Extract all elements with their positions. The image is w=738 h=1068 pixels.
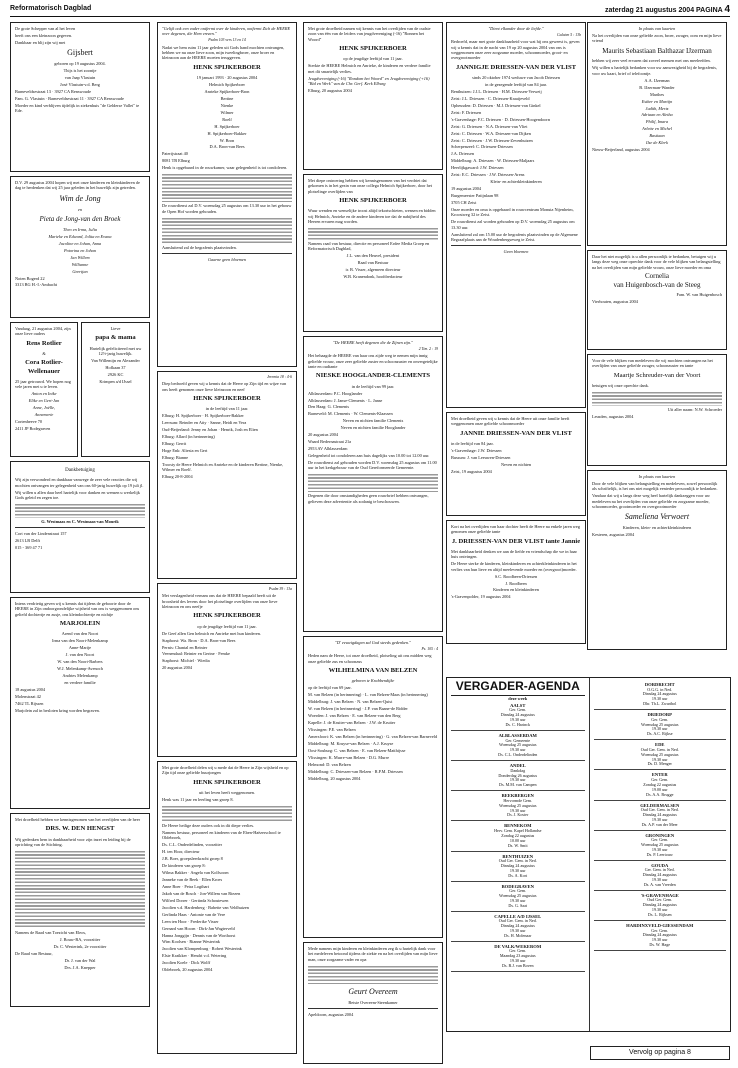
agenda-line: Dinsdag 24 augustus bbox=[500, 712, 535, 718]
page-header bbox=[10, 4, 730, 17]
text-block bbox=[592, 390, 722, 406]
agenda-line: Ger. Gem. bbox=[651, 837, 669, 843]
anniversary-announcement: D.V. 29 augustus 2004 hopen wij met onze kinderen en kleinkinderen de dag te herdenken dat wij 25 jaar geleden in het huwelijk zijn getreden. Wim de Jong en Pieta de Jong-van den Broek Theo en Irma, Julia Marieke en Edward, Jolita en Evana Jacoline en Johan, Anna Potorina en Johan Jan Willem Willianne Geertjan Noten Bogerd 22 3313 BG H.-I.-Ambacht bbox=[10, 176, 150, 318]
text-block bbox=[308, 226, 438, 240]
agenda-item bbox=[451, 761, 585, 791]
verwoert-dankbetuiging: In plaats van kaarten Door de vele blijken van belangstelling en medeleven, zowel persoonlijk als schriftelijk, is het ons niet mogelijk eenieder persoonlijk te bedanken. Vandaar dat wij u langs deze weg heel hartelijk dankzeggen voor uw medeleven na het overlijden van onze geliefde en zorgzame moeder, schoonmoeder, grootmoeder en overgrootmoeder Sameliena Verwoert Kinderen, klein- en achterkleinkinderen Kesteren, augustus 2004 bbox=[587, 470, 727, 650]
agenda-item bbox=[594, 770, 727, 800]
agenda-line: Dinsdag 24 augustus bbox=[642, 691, 677, 697]
agenda-line: Donderdag 26 augustus bbox=[498, 772, 538, 778]
agenda-line: 19.30 uur bbox=[651, 726, 668, 732]
driessen-inlaws-announcement: Met droefheid geven wij u kennis dat de Heere uit onze familie heeft weggenomen onze geliefde schoonmoeder JANNIE DRIESSEN-VAN DER VLIST in de leeftijd van 84 jaar. 's-Gravenhage: J.W. Driessen Bussum: J. van Leeuwen-Driessen Neven en nichten Zeist, 19 augustus 2004 bbox=[446, 412, 586, 516]
agenda-line: Ds. G. Saat bbox=[508, 902, 528, 908]
agenda-item bbox=[594, 710, 727, 740]
agenda-place: EDE bbox=[655, 742, 665, 748]
column-5 bbox=[587, 22, 727, 654]
agenda-line: Ds. H. Molenaar bbox=[504, 932, 532, 938]
agenda-place: BODEGRAVEN bbox=[501, 883, 534, 889]
agenda-item bbox=[451, 882, 585, 912]
agenda-line: Ger. Gem. bbox=[509, 948, 527, 954]
agenda-line: 19.30 uur bbox=[509, 777, 526, 783]
agenda-line: Dinsdag 24 augustus bbox=[500, 862, 535, 868]
agenda-line: Dinsdag 24 augustus bbox=[642, 902, 677, 908]
agenda-place: DRIEDORP bbox=[647, 712, 672, 718]
agenda-line: Ds. A. van Vreeden bbox=[643, 881, 676, 887]
agenda-line: Herv. Gem. Kapel Hollandse bbox=[494, 827, 542, 833]
agenda-line: Dinsdag 24 augustus bbox=[642, 811, 677, 817]
agenda-line: Ger. Gem. bbox=[509, 707, 527, 713]
agenda-line: Oud Ger. Gem. in Ned. bbox=[640, 807, 679, 812]
marjolein-announcement: Intens verdrietig geven wij u kennis dat tijdens de geboorte door de HEERE in Zijn ondoorgrondelijke wijsheid van ons is weggenomen ons geliefd dochtertje en zusje, ons kleindochtertje en nichtje MARJOLEIN Arend van den Noort Irma van den Noort-Melenkamp Anne-Marije J. van den Noort W. van den Noort-Barbers W.J. Melenkamp-Avenoch Andries Melenkamp en verdere familie 18 augustus 2004 Molenstraat 42 7462 TL Rijssen Marjolein zal in besloten kring worden begraven. bbox=[10, 597, 150, 809]
huigenbosch-dankbetuiging: Daar het niet mogelijk is u allen persoonlijk te bedanken, betuigen wij u langs deze weg onze oprechte dank voor de vele blijken van belangstelling na het overlijden van mijn geliefde vrouw, onze lieve moeder en oma Cornelia van Huigenbosch-van de Steeg Fam. W. van Huigenbosch Vierhouten, augustus 2004 bbox=[587, 250, 727, 350]
text-block bbox=[162, 804, 292, 822]
agenda-line: Woensdag 25 augustus bbox=[499, 802, 537, 808]
rotlier-anniversary: Vandaag, 21 augustus 2004, zijn onze lieve ouders Rens Rotlier & Cora Rotlier-Wellenauer 25 jaar getrouwd. We hopen nog vele jaren met u te leven. Anton en Inike Elike en Gert-Jan Anne, Joëlle, Annemerie Cortenheeve 70 2411 JP Bodegraven bbox=[10, 322, 78, 457]
agenda-item bbox=[594, 801, 727, 831]
agenda-place: DE VALK/WEKEROM bbox=[494, 943, 542, 949]
agenda-line: Ds. P. Leertouw bbox=[646, 851, 673, 857]
agenda-line: Ds. J. Koster bbox=[507, 812, 529, 818]
agenda-place: ALBLASSERDAM bbox=[498, 733, 537, 738]
agenda-line: 19.30 uur bbox=[651, 846, 668, 852]
agenda-item bbox=[451, 852, 585, 882]
agenda-line: Zondag 22 augustus bbox=[501, 832, 535, 838]
agenda-line: Woensdag 25 augustus bbox=[641, 751, 679, 757]
agenda-item bbox=[451, 821, 585, 851]
agenda-title: VERGADER-AGENDA bbox=[451, 680, 585, 696]
agenda-line: 10.00 uur bbox=[509, 837, 526, 843]
agenda-line: Maandag 23 augustus bbox=[499, 953, 536, 959]
agenda-line: Ger. Gemeente bbox=[505, 737, 531, 743]
agenda-item bbox=[451, 701, 585, 731]
agenda-line: Woensdag 25 augustus bbox=[641, 721, 679, 727]
newspaper-name: Reformatorisch Dagblad bbox=[10, 5, 92, 12]
agenda-line: Ds. C.L. Onderdelinden bbox=[498, 752, 538, 758]
overeem-dankbetuiging: Mede namens mijn kinderen en kleinkinderen zeg ik u hartelijk dank voor het medeleven betoond tijdens de ziekte en na het overlijden van mijn lieve man, onze zorgzame vader en opa Geurt Overeem Betsie Overeem-Steenkamer Apeldoorn, augustus 2004 bbox=[303, 942, 443, 1064]
agenda-line: 19.30 uur bbox=[651, 907, 668, 913]
driessen-family-announcement: "Dient elkander door de liefde." Galaten 5 : 13b Bedroefd, maar met grote dankbaarheid voor wat hij ons geweest is, geven wij u kennis dat in de nacht van 19 op 20 augustus 2004 van ons is weggenomen onze zeer zorgzame moeder, schoonmoeder, groot- en overgrootmoeder JANNIGJE DRIESSEN-VAN DER VLIST sinds 20 oktober 1974 weduwe van Jacob Driessen in de gezegende leeftijd van 84 jaar. Benthuizen: J.J.L. Driessen · H.M. Driessen-Verweij Zeist: J.L. Driessen · C. Driessen-Kraaijeveld Opheusden: D. Driessen · M.J. Driessen-van Ginkel Zeist: F. Driessen 's-Gravenhage: F.C. Driessen · D. Driessen-Hoogendoorn Zeist: G. Driessen · N.A. Driessen-van Vliet Zeist: C. Driessen · W.A. Driessen-van Dijken Zeist: C. Driessen · J.W. Driessen-Zevenhuizen Scherpenzeel: C. Driessen-Driessen J.A. Driessen Middelburg: A. Driessen · W. Driessen-Maljaars Heerlijkgaward: J.W. Driessen Zeist: E.C. Driessen · J.W. Driessen-Arens Klein- en achterkleinkinderen 19 augustus 2004 Burgemeester Patijnlaan 98 3705 CH Zeist Onze moeder en oma is opgebaard in rouwcentrum Monuta Nijenheim, Kroostweg 32 te Zeist. De rouwdienst zal worden gehouden op D.V. woensdag 25 augustus om 13.30 uur. Aansluitend zal om 15.00 uur de begrafenis plaatsvinden op de Algemene Begraafplaats aan de Woudenbergseweg te Zeist. Geen bloemen bbox=[446, 22, 586, 408]
agenda-line: Ds. C. Harinck bbox=[505, 722, 531, 728]
bron-family-announcement: Psalm 39 : 13a Met verslagenheid vernam ons dat de HEERE bepaald heeft uit de broosheid des levens door het plotselinge overlijden van onze lieve kleinzoon en ons neefje HENK SPIJKERBOER op de jeugdige leeftijd van 11 jaar. De Geef allen Gen helmich en Anrieke met hun kinderen. Staphorst: Wa. Bron · D.A. Bron-van Bees Pernis: Chantal en Reinier Veenendaal: Reinier en Gerine · Femke Staphorst: Michiel · Wiedia 20 augustus 2004 bbox=[157, 583, 297, 757]
agenda-item bbox=[451, 912, 585, 942]
agenda-place: HARDINXVELD-GIESSENDAM bbox=[626, 923, 694, 928]
agenda-line: 19.30 uur bbox=[651, 696, 668, 702]
birth-announcement: De grote Schepper van al het leven heeft ons een kleinzoon gegeven. Dankbaar en blij zijn wij met Gijsbert geboren op 19 augustus 2004. Thijs is het zoontje van Jaap Vlastuin José Vlastuin-v.d. Berg Barneveldsestraat 13 · 3927 CA Renswoude Fam. G. Vlastuin · Barneveldsestraat 11 · 3927 CA Renswoude Moeder en kind verblijven tijdelijk in ziekenhuis "de Gelderse Vallei" te Ede. bbox=[10, 22, 150, 172]
anniversary-pair bbox=[10, 322, 150, 457]
employer-announcement: Met diepe ontroering hebben wij kennisgenomen van het verdriet dat gekomen is in het gezin van onze collega Helmich Spijkerboer, door het plotselinge overlijden van HENK SPIJKERBOER Wuur wenden en wenselijke troost altijd tekortschieten, wensen en bidden wij Helmich, Anrieke en de andere kinderen toe dat de nabijheid des Heeren ervaren mag worden. Namens raad van bestuur, directie en personeel Erdee Media Groep en Reformatorisch Dagblad, J.L. van den Heuvel, president Raad van Bestuur ir. B. Visser, algemeen directeur W.B. Kranendonk, hoofdredacteur bbox=[303, 174, 443, 332]
agenda-place: GELDERMALSEN bbox=[640, 802, 680, 808]
agenda-line: Ds. A.P. van der Meer bbox=[641, 821, 678, 827]
text-block bbox=[162, 172, 292, 202]
dankbetuiging: Dankbetuiging Wij zijn verwonderd en dankbaar vanwege de zeer vele reacties die wij mochten ontvangen ter gelegenheid van ons 60-jarig huwelijk op 19 juli jl. Wij willen u allen daar heel hartelijk voor danken en wensen u werkelijk Gods geleid en zegen toe. G. Westmaas en C. Westmaas-van Mourik Cort van der Lindenstraat 157 2613 LB Delft 015 - 369 47 71 bbox=[10, 461, 150, 593]
agenda-right-column bbox=[589, 678, 731, 1031]
agenda-place: BENNEKOM bbox=[504, 823, 532, 829]
agenda-place: GOUDA bbox=[651, 862, 669, 868]
school-announcement: Met grote droefheid delen wij u mede dat de Heere in Zijn wijsheid en op Zijn tijd onze geliefde buurjongen HENK SPIJKERBOER uit het leven heeft weggenomen. Henk was 11 jaar en leerling van groep 8. De Heere heilige deze ouders ook in dit diepe verlies. Namens bestuur, personeel en kinderen van de Eben-Haëzerschool te Oldebroek, Ds. C.L. Onderdelinden, voorzitter H. ten Hoor, directeur J.B. Boer, groepsleerkracht groep 8 De kinderen van groep 8: Wilma Bakker · Angela van Kolfsoorn Janneke van de Beek · Ellen Kroes Anne Boer · Petra Logthart Jakob van de Bosch · Jon-Willem van Riezen Wilfred Dorrer · Gertinda Schoutewen Jacolien v.d. Hardenberg · Babette van Veldhuizen Gerlinda Haas · Antonie van de Vere Leen ten Hoor · Frederike Visser Gernard van Hoorn · Dirk-Jan Wagterveld Hanna Jonggijn · Dennis van de Worthorst Wim Koolsen · Rianne Westerink Jacolien van Klompenburg · Robert Westerink Elsie Kraikker · Hendri v.d. Wetering Jacolien Koele · Dick Wolff Oldebroek, 20 augustus 2004 bbox=[157, 761, 297, 1054]
agenda-line: Woensdag 25 augustus bbox=[499, 742, 537, 748]
agenda-line: 19.30 uur bbox=[509, 747, 526, 753]
agenda-line: Ds. M.M. van Campen bbox=[498, 782, 537, 788]
column-4 bbox=[446, 22, 586, 648]
youth-club-announcement: Met grote droefheid namen wij kennis van het overlijden van de oudste zoon van één van de leiders van jeugdvereniging (-16) "Ronnen het Woord" HENK SPIJKERBOER op de jeugdige leeftijd van 11 jaar. Sterkte de HEERE Helmich en Anrieke, de kinderen en verdere familie met dit smartelijk verlies. Jeugdvereniging (-16) "Rondom het Woord" en Jeugdvereniging (+16) "Bid en Werk" van de Chr. Gerf. Kerk Elburg Elburg, 20 augustus 2004 bbox=[303, 22, 443, 170]
agenda-place: 'S-GRAVENHAGE bbox=[640, 892, 679, 898]
agenda-line: 19.00 uur bbox=[651, 786, 668, 792]
agenda-line: Ds. A.A. Brugge bbox=[646, 791, 674, 797]
agenda-item bbox=[594, 740, 727, 770]
page-info: zaterdag 21 augustus 2004 PAGINA 4 bbox=[605, 4, 730, 15]
agenda-line: Ger. Gem. in Ned. bbox=[644, 867, 675, 873]
agenda-place: ANDEL bbox=[509, 763, 526, 769]
grandparents-announcement: Jeremia 18 : 4-6 Diep bedroefd geven wij u kennis dat de Heere op Zijn tijd en wijze van ons heeft genomen onze lieve kleinzoon en neef HENK SPIJKERBOER in de leeftijd van 11 jaar. Elburg: H. Spijkerboer · H. Spijkerboer-Bakker Leersum: Reinder en Atty · Sanne, Heidi en Vera Oud-Beijerland: Jenny en Johan · Henrik, Josh en Elien Elburg: Allard (in herinnering) Elburg: Gerrit Hoge Enk: Aliesia en Gert Elburg: Bianne Troosty de Heere Helmich en Anrieke en de kinderen Bertine, Nienke, Wilmer en Roelf. Elburg 20-8-2004 bbox=[157, 371, 297, 579]
agenda-line: O.G.G. in Ned. bbox=[647, 686, 673, 692]
text-block bbox=[308, 472, 438, 492]
agenda-line: Woensdag 25 augustus bbox=[641, 842, 679, 848]
agenda-line: Ds. D. Menger bbox=[647, 761, 672, 767]
agenda-left-column bbox=[447, 678, 589, 1031]
agenda-line: 19.30 uur bbox=[651, 816, 668, 822]
agenda-item bbox=[594, 891, 727, 921]
agenda-line: 19.30 uur bbox=[509, 717, 526, 723]
agenda-line: Ger. Gem. bbox=[651, 716, 669, 722]
agenda-line: Dankdag bbox=[510, 767, 526, 773]
papa-mama-felicitation: Lieve papa & mama Hartelijk gefeliciteerd met uw 12½-jarig huwelijk. Van Willemijn en Alexander Hofkaan 37 2926 KC Krimpen a/d IJssel bbox=[81, 322, 150, 457]
agenda-line: Ger. Gem. bbox=[651, 776, 669, 782]
agenda-line: Ds. A.C. Rijkse bbox=[646, 731, 673, 737]
agenda-line: Oud Ger. Gem. in Ned. bbox=[498, 918, 537, 924]
agenda-item bbox=[594, 861, 727, 891]
agenda-subtitle: deze week bbox=[508, 695, 528, 701]
agenda-item bbox=[594, 831, 727, 861]
agenda-line: Ds. A. Kort bbox=[508, 872, 528, 878]
agenda-item bbox=[594, 680, 727, 710]
agenda-line: 19.30 uur bbox=[509, 807, 526, 813]
agenda-line: 19.30 uur bbox=[509, 897, 526, 903]
text-block bbox=[162, 216, 292, 244]
text-block bbox=[15, 849, 145, 929]
agenda-place: GRONINGEN bbox=[645, 832, 675, 838]
text-block bbox=[308, 964, 438, 984]
agenda-line: 19.30 uur bbox=[651, 756, 668, 762]
hooglander-announcement: "De HEERE heeft degenen die de Zijnen zijn." 2 Tim. 2 : 19 Het behaagde de HEERE van haar ons zijde weg te nemen mijn innig geliefde vrouw, onze zeer geliefde zuster en schoonzuster en onvergetelijke tante en oudtante NIESKE HOOGLANDER-CLEMENTS in de leeftijd van 99 jaar. Alblasserdam: P.C. Hooglander Alblasserdam: J. Janse-Clements · L. Janse Den Haag: G. Clements Barneveld: M. Clements · W. Clements-Klaassen Neven en nichten familie Clements Neven en nichten familie Hooglander 20 augustus 2004 Waard Bedernastraat 21a 2953 AV Alblasserdam Gelegenheid tot condoleren aan huis dagelijks van 10.00 tot 12.00 uur. De rouwdienst zal gehouden worden D.V. woensdag 25 augustus om 11.00 uur in het kerkgebouw van de Oud Gereformeerde Gemeente. Degenen die door omstandigheden geen rouwbrief hebben ontvangen, gelieven deze advertentie als zodanig te beschouwen. bbox=[303, 336, 443, 632]
agenda-line: Ds. B.J. van Boven bbox=[501, 963, 534, 969]
agenda-line: Ds. W. Hage bbox=[649, 942, 671, 948]
den-hengst-announcement: Met droefheid hebben we kennisgenomen van het overlijden van de heer DRS. W. DEN HENGST Wij gedenken hem in dankbaarheid voor zijn inzet en leiding bij de oprichting van de Stichting. Namens de Raad van Toezicht van Eleos, J. Bouw-BA, voorzitter Dr. C. Westerink, 2e voorzitter De Raad van Bestuur, Dr. J. van der Wal Drs. J.A. Knepper bbox=[10, 813, 150, 1007]
agenda-item bbox=[451, 731, 585, 761]
agenda-line: Ds. L. Rijksen bbox=[647, 912, 672, 918]
tante-jannie-announcement: Kort na het overlijden van haar dochter heeft de Heere na enkele jaren weg genomen onze geliefde tante J. DRIESSEN-VAN DER VLIST tante Jannie Met dankbaarheid denken we aan de liefde en vriendschap die we in haar huis ontvingen. De Heere sterke de kinderen, kleinkinderen en achterkleinkinderen in het verlies van hun lieve en altijd meelevende moeder en (overgroot)moeder. S.C. Roodbeen-Driessen J. Roodbeen Kinderen en kleinkinderen 's-Gravenpolder, 19 augustus 2004 bbox=[446, 520, 586, 644]
van-belzen-announcement: "D' eeuwigdagen zal God steeds gedenken." Ps. 105 : 4 Heden nam de Heere, tot onze droefheid, plotseling uit ons midden weg onze geliefde zus en schoonzus WILHELMINA VAN BELZEN geboren te Krabbendijke op de leeftijd van 69 jaar. M. van Belzen (in herinnering) · L. van Belzen-Maas (in herinnering) Middelburg: J. van Belzen · N. van Belzen-Quist W. van Belzen (in herinnering) · J.P. van Baane-de Ridder Woerden: J. van Belzen · E. van Belzen-van den Berg Kapelle: J. de Kruiter-van Belzen · J.W. de Kruiter Vlissingen: P.E. van Belzen Amersfoort: K. van Belzen (in herinnering) · G. van Belzen-van Barneveld Middelburg: M. Kruyse-van Belzen · A.J. Kruyse Oost-Souburg: C. van Belzen · E. van Belzen-Matthijsse Vlissingen: K. Murre-van Belzen · D.G. Murre Helmond: D. van Belzen Middelburg: C. Driessen-van Belzen · R.P.M. Driessen Middelburg, 20 augustus 2004 bbox=[303, 636, 443, 938]
agenda-line: Ger. Gem. bbox=[509, 888, 527, 894]
agenda-line: 19.30 uur bbox=[651, 937, 668, 943]
agenda-line: Dinsdag 24 augustus bbox=[642, 932, 677, 938]
agenda-line: 19.30 uur bbox=[651, 877, 668, 883]
baby-name: Gijsbert bbox=[67, 48, 93, 58]
schreuder-dankbetuiging: Voor de vele blijken van medeleven die wij mochten ontvangen na het overlijden van onze geliefde zwager, schoonzuster en tante Maartje Schreuder-van der Voort betuigen wij onze oprechte dank. Uit aller naam: N.W. Schroeder Leusden, augustus 2004 bbox=[587, 354, 727, 466]
agenda-place: BENTHUIZEN bbox=[502, 853, 534, 859]
column-1 bbox=[10, 22, 150, 1011]
agenda-line: Hervormde Gem. bbox=[503, 797, 533, 803]
column-2 bbox=[157, 22, 297, 1058]
vergader-agenda bbox=[446, 677, 731, 1032]
agenda-line: Dhr. Th.L. Zwartbol bbox=[643, 701, 677, 707]
agenda-line: Ds. W. Smit bbox=[507, 842, 528, 848]
ijzerman-dankbetuiging: In plaats van kaarten Na het overlijden van onze geliefde zoon, broer, zwager, oom en mijn lieve vriend Maurits Sebastiaan Balthazar IJzerman hebben wij zeer veel ervaren dat zoveel mensen met ons meeleefden. Wij willen u hartelijk bedanken voor uw aanwezigheid bij de begrafenis, voor uw kaart, brief of telefoontje. A.A. IJzerman B. IJzerman-Wander Marthes Esther en Martijn Judith, Mertz Adriaan en Aletha Philif, Imara Arlette en Michel Bastiaan Ilse de Klerk Nieuw-Beijerland, augustus 2004 bbox=[587, 22, 727, 246]
agenda-line: 19.30 uur bbox=[509, 958, 526, 964]
agenda-item bbox=[451, 791, 585, 821]
agenda-place: AALST bbox=[510, 702, 526, 708]
agenda-place: DORDRECHT bbox=[644, 682, 675, 687]
agenda-line: 19.30 uur bbox=[509, 928, 526, 934]
agenda-place: ENTER bbox=[651, 772, 668, 778]
agenda-line: Oud Ger. Gem. bbox=[647, 897, 673, 903]
text-block bbox=[15, 502, 145, 518]
agenda-line: Dinsdag 24 augustus bbox=[500, 923, 535, 929]
agenda-place: BEEKBERGEN bbox=[501, 793, 534, 799]
agenda-line: Ger. Gem. bbox=[651, 927, 669, 933]
column-3 bbox=[303, 22, 443, 1068]
agenda-place: CAPELLE A/D IJSSEL bbox=[494, 913, 542, 919]
spijkerboer-family-announcement: "Gelijk ook een vader ontfermt over de kinderen, ontfermt Zich de HEERE over degenen, die Hem vrezen." Psalm 103 vers 13 en 14 Nadat we hem ruim 11 jaar geleden uit Gods hand mochten ontvangen, hebben we nu onze lieve zoon, mijn tweelingbroer, onze broer en kleinzoon aan de HEERE moeten teruggeven. HENK SPIJKERBOER 19 januari 1993 · 20 augustus 2004 Helmich Spijkerboer Anrieke Spijkerboer-Bron Bertine Nienke Wilmer Roelf H. Spijkerboer H. Spijkerboer-Bakker W. Bron D.A. Bron-van Bees Paterijstraat 40 8081 TB Elburg Henk is opgebaard in de rouwkamer, waar gelegenheid is tot condoleren. De rouwdienst zal D.V. woensdag 25 augustus om 13.30 uur in het gebouw de Open Hof worden gehouden. Aansluitend zal de begrafenis plaatsvinden. Gaarne geen bloemen bbox=[157, 22, 297, 367]
continued-notice: Vervolg op pagina 8 bbox=[590, 1046, 730, 1060]
agenda-line: Dinsdag 24 augustus bbox=[642, 872, 677, 878]
agenda-line: Oud Ger. Gem. in Ned. bbox=[640, 746, 679, 752]
agenda-line: Woensdag 25 augustus bbox=[499, 893, 537, 899]
agenda-item bbox=[451, 942, 585, 972]
agenda-line: 19.30 uur bbox=[509, 867, 526, 873]
agenda-line: Oud Ger. Gem. in Ned. bbox=[498, 858, 537, 863]
agenda-item bbox=[594, 921, 727, 951]
agenda-line: Zondag 22 augustus bbox=[643, 781, 677, 787]
